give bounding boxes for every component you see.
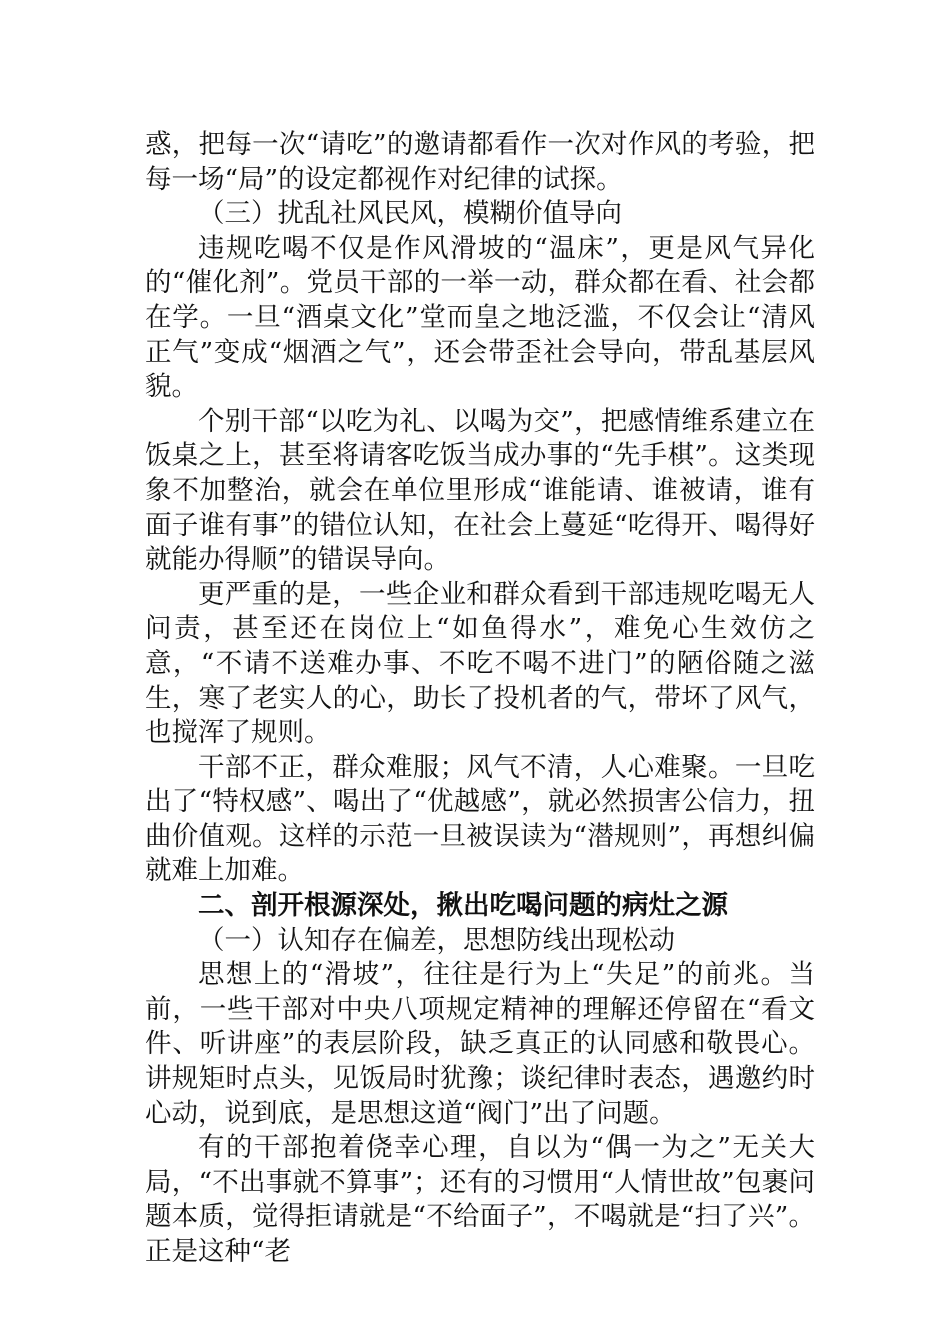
body-paragraph: 思想上的“滑坡”，往往是行为上“失足”的前兆。当前，一些干部对中央八项规定精神的理解还停留在“看文件、听讲座”的表层阶段，缺乏真正的认同感和敬畏心。讲规矩时点头，见饭局时犹豫；谈纪律时表态，遇邀约时心动，说到底，是思想这道“阀门”出了问题。 bbox=[145, 959, 815, 1129]
body-paragraph: 干部不正，群众难服；风气不清，人心难聚。一旦吃出了“特权感”、喝出了“优越感”，就必然损害公信力，扭曲价值观。这样的示范一旦被误读为“潜规则”，再想纠偏就难上加难。 bbox=[145, 751, 815, 887]
sub-heading-three: （三）扰乱社风民风，模糊价值导向 bbox=[198, 198, 622, 230]
paragraph-continuation: 惑，把每一次“请吃”的邀请都看作一次对作风的考验，把每一场“局”的设定都视作对纪律的试探。 bbox=[145, 129, 815, 195]
section-heading-two: 二、剖开根源深处，揪出吃喝问题的病灶之源 bbox=[198, 890, 728, 922]
sub-heading-one: （一）认知存在偏差，思想防线出现松动 bbox=[198, 924, 675, 956]
body-paragraph: 更严重的是，一些企业和群众看到干部违规吃喝无人问责，甚至还在岗位上“如鱼得水”，难免心生效仿之意，“不请不送难办事、不吃不喝不进门”的陋俗随之滋生，寒了老实人的心，助长了投机者的气，带坏了风气，也搅浑了规则。 bbox=[145, 578, 815, 749]
body-paragraph: 个别干部“以吃为礼、以喝为交”，把感情维系建立在饭桌之上，甚至将请客吃饭当成办事的“先手棋”。这类现象不加整治，就会在单位里形成“谁能请、谁被请，谁有面子谁有事”的错位认知，在社会上蔓延“吃得开、喝得好就能办得顺”的错误导向。 bbox=[145, 405, 815, 576]
body-paragraph: 违规吃喝不仅是作风滑坡的“温床”，更是风气异化的“催化剂”。党员干部的一举一动，群众都在看、社会都在学。一旦“酒桌文化”堂而皇之地泛滥，不仅会让“清风正气”变成“烟酒之气”，还会带歪社会导向，带乱基层风貌。 bbox=[145, 232, 815, 403]
body-paragraph: 有的干部抱着侥幸心理，自以为“偶一为之”无关大局，“不出事就不算事”；还有的习惯用“人情世故”包裹问题本质，觉得拒请就是“不给面子”，不喝就是“扫了兴”。正是这种“老 bbox=[145, 1132, 815, 1267]
document-page bbox=[145, 128, 815, 1270]
